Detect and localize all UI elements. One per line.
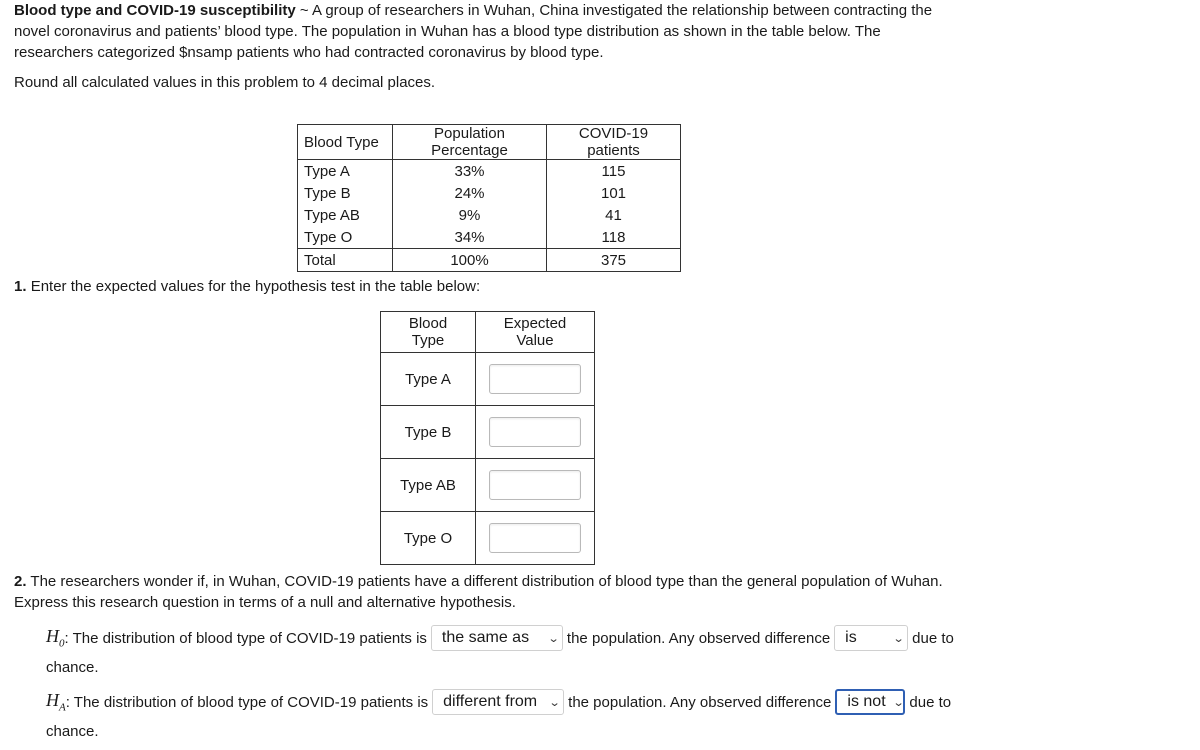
table-row (298, 160, 681, 183)
alternative-hypothesis (46, 687, 951, 740)
table-row (381, 512, 595, 565)
col-header: COVID-19 patients (547, 125, 681, 160)
cell: 115 (547, 160, 681, 183)
table-header-row (298, 125, 681, 160)
table-row-total (298, 249, 681, 272)
h0-comparison-select[interactable]: the same as ⌄ (431, 625, 563, 651)
cell: 34% (393, 226, 547, 249)
question-text: The researchers wonder if, in Wuhan, COVID-19 patients have a different distribution of blood type than the general population of Wuhan. Express this research question in terms of a null and alternative hypothesis. (14, 573, 943, 611)
cell: Type B (298, 182, 393, 204)
question-number: 2. (14, 573, 27, 590)
h0-symbol: $H_0$ (46, 626, 65, 650)
chevron-down-icon: ⌄ (892, 696, 905, 709)
cell: 118 (547, 226, 681, 249)
question-1 (14, 278, 480, 295)
expected-value-input-type-o[interactable] (489, 523, 581, 553)
ha-continuation: chance. (46, 723, 99, 740)
h0-suffix: due to (912, 629, 954, 647)
null-hypothesis (46, 623, 954, 676)
expected-value-input-type-ab[interactable] (489, 470, 581, 500)
cell: 41 (547, 204, 681, 226)
cell: 24% (393, 182, 547, 204)
tilde: ~ (299, 2, 309, 19)
table-row (381, 406, 595, 459)
chevron-down-icon: ⌄ (547, 632, 560, 645)
table-row (298, 226, 681, 249)
table-row (381, 353, 595, 406)
problem-text: A group of researchers in Wuhan, China investigated the relationship between contracting the novel coronavirus and patients’ blood type. The population in Wuhan has a blood type distribution as shown in the table below. The researchers categorized $nsamp patients who had contracted coronavirus by blood type. (14, 2, 933, 61)
cell: Type A (298, 160, 393, 183)
cell: 375 (547, 249, 681, 272)
problem-intro (14, 0, 964, 63)
col-header: Expected Value (476, 312, 595, 353)
blood-type-label: Type O (381, 512, 476, 565)
expected-value-input-type-a[interactable] (489, 364, 581, 394)
rounding-note: Round all calculated values in this problem to 4 decimal places. (14, 74, 436, 91)
expected-value-input-type-b[interactable] (489, 417, 581, 447)
expected-values-table (380, 311, 595, 565)
cell: Type O (298, 226, 393, 249)
ha-middle: the population. Any observed difference (568, 693, 832, 711)
blood-type-label: Type A (381, 353, 476, 406)
ha-chance-select[interactable]: is not ⌄ (835, 689, 905, 715)
ha-prefix: : The distribution of blood type of COVID-19 patients is (65, 693, 429, 711)
chevron-down-icon: ⌄ (548, 696, 561, 709)
ha-symbol: $H_A$ (46, 690, 66, 714)
cell: Total (298, 249, 393, 272)
cell: Type AB (298, 204, 393, 226)
problem-title: Blood type and COVID-19 susceptibility (14, 2, 296, 19)
col-header: Blood Type (298, 125, 393, 160)
table-row (381, 459, 595, 512)
table-header-row (381, 312, 595, 353)
ha-comparison-select[interactable]: different from ⌄ (432, 689, 564, 715)
blood-type-label: Type B (381, 406, 476, 459)
cell: 101 (547, 182, 681, 204)
col-header: Blood Type (381, 312, 476, 353)
blood-type-label: Type AB (381, 459, 476, 512)
blood-type-data-table (297, 124, 681, 272)
table-row (298, 204, 681, 226)
cell: 100% (393, 249, 547, 272)
h0-prefix: : The distribution of blood type of COVID-19 patients is (64, 629, 427, 647)
col-header: Population Percentage (393, 125, 547, 160)
cell: 9% (393, 204, 547, 226)
cell: 33% (393, 160, 547, 183)
h0-chance-select[interactable]: is ⌄ (834, 625, 908, 651)
chevron-down-icon: ⌄ (892, 632, 905, 645)
h0-continuation: chance. (46, 659, 99, 676)
question-2 (14, 571, 964, 613)
question-text: Enter the expected values for the hypothesis test in the table below: (30, 278, 481, 295)
ha-suffix: due to (909, 693, 952, 711)
h0-middle: the population. Any observed difference (566, 629, 831, 647)
table-row (298, 182, 681, 204)
question-number: 1. (14, 278, 27, 295)
